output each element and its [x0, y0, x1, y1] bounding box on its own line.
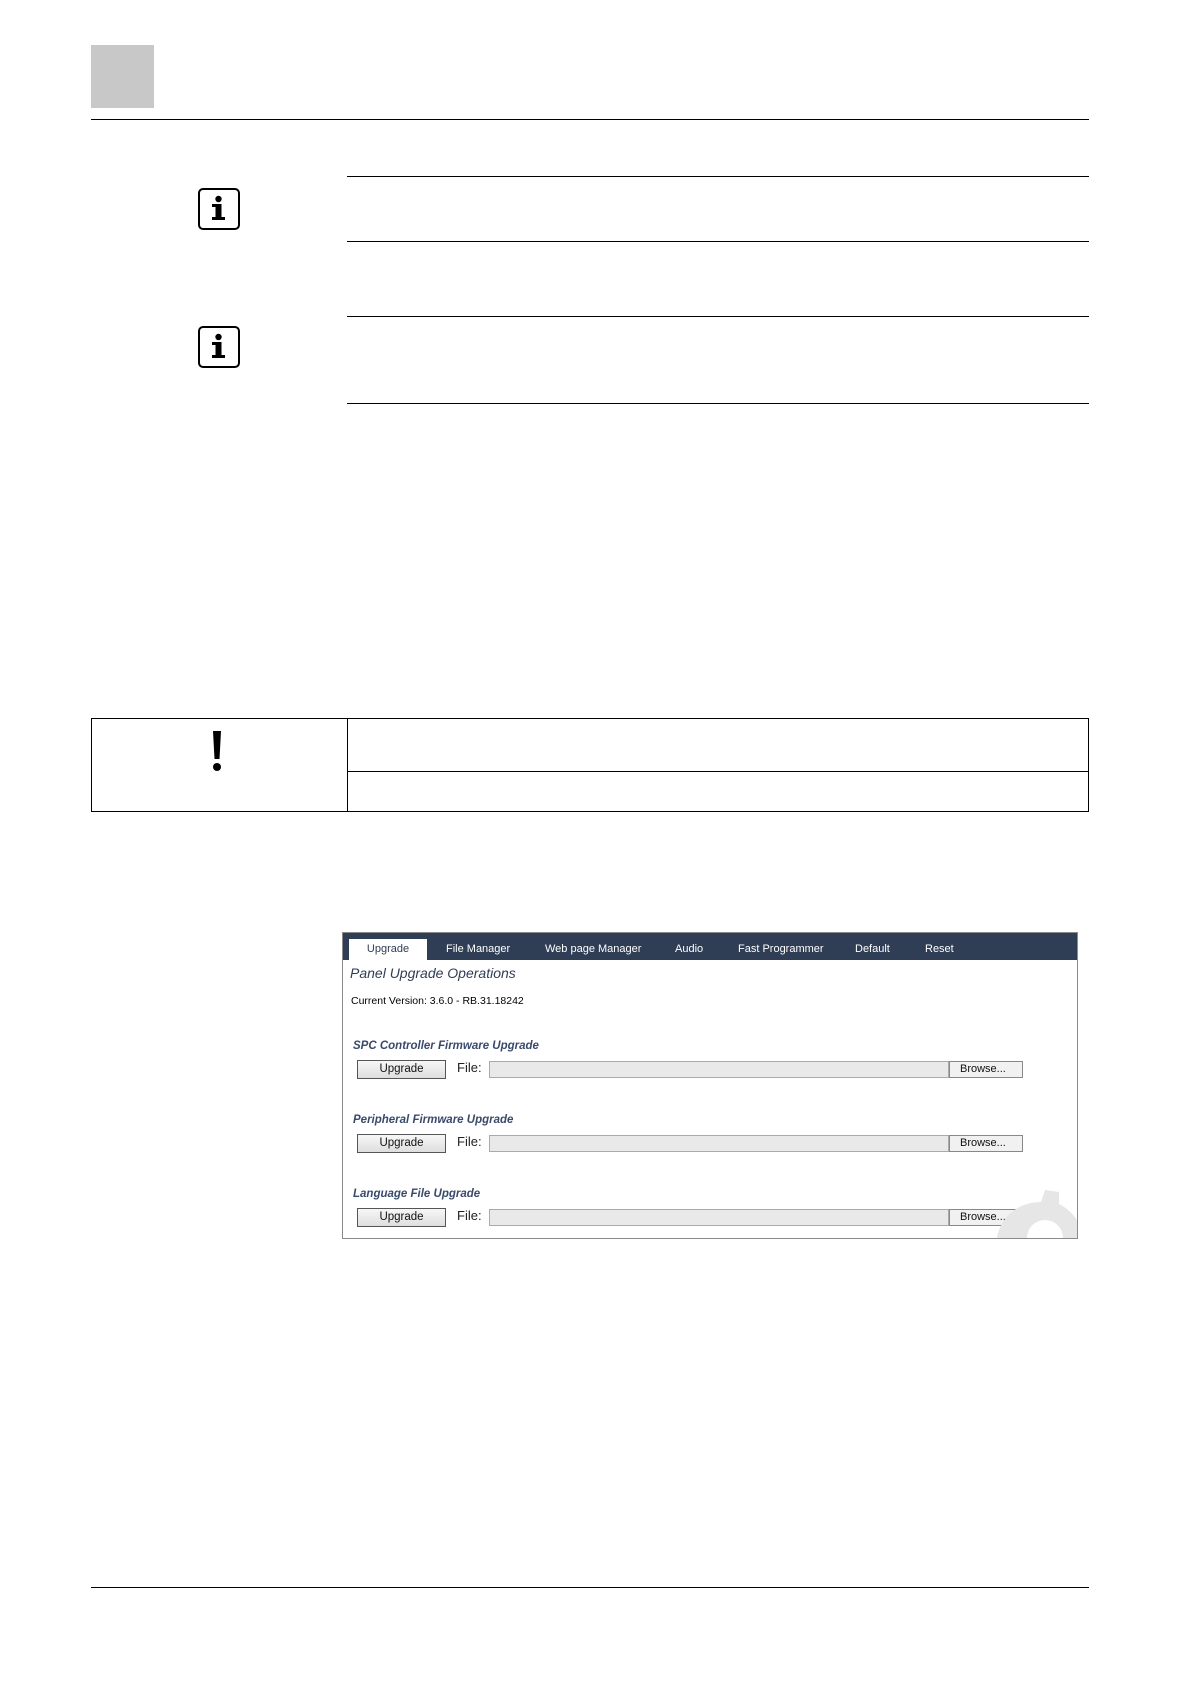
warning-divider-horizontal: [347, 771, 1088, 772]
panel-title: Panel Upgrade Operations: [350, 965, 516, 981]
upgrade-button[interactable]: Upgrade: [357, 1208, 446, 1227]
file-label: File:: [457, 1060, 482, 1075]
chapter-marker: [91, 45, 154, 108]
file-label: File:: [457, 1134, 482, 1149]
tab-upgrade[interactable]: Upgrade: [349, 939, 427, 960]
browse-button[interactable]: Browse...: [949, 1061, 1023, 1078]
gear-watermark-icon: [967, 1186, 1077, 1238]
header-rule: [91, 119, 1089, 120]
tab-audio[interactable]: Audio: [675, 943, 704, 955]
note-1-top-rule: [347, 176, 1089, 177]
current-version: Current Version: 3.6.0 - RB.31.18242: [351, 995, 524, 1007]
file-input[interactable]: [489, 1135, 949, 1152]
file-input[interactable]: [489, 1209, 949, 1226]
warning-table: [91, 718, 1089, 812]
tab-web-page-manager[interactable]: Web page Manager: [545, 943, 642, 955]
info-icon: [198, 188, 240, 230]
tab-file-manager[interactable]: File Manager: [446, 943, 511, 955]
browse-button[interactable]: Browse...: [949, 1209, 1023, 1226]
browse-button[interactable]: Browse...: [949, 1135, 1023, 1152]
exclamation-icon: [211, 731, 223, 773]
section-title-language: Language File Upgrade: [353, 1188, 481, 1200]
upgrade-screenshot: [342, 932, 1078, 1239]
tab-fast-programmer[interactable]: Fast Programmer: [738, 943, 824, 955]
upgrade-button[interactable]: Upgrade: [357, 1060, 446, 1079]
file-label: File:: [457, 1208, 482, 1223]
warning-divider-vertical: [347, 719, 348, 811]
section-title-controller: SPC Controller Firmware Upgrade: [353, 1040, 539, 1052]
tab-default[interactable]: Default: [855, 943, 890, 955]
footer-rule: [91, 1587, 1089, 1588]
note-1-bottom-rule: [347, 241, 1089, 242]
upgrade-button[interactable]: Upgrade: [357, 1134, 446, 1153]
note-2-bottom-rule: [347, 403, 1089, 404]
section-title-peripheral: Peripheral Firmware Upgrade: [353, 1114, 514, 1126]
file-input[interactable]: [489, 1061, 949, 1078]
note-2-top-rule: [347, 316, 1089, 317]
tab-reset[interactable]: Reset: [925, 943, 954, 955]
info-icon: [198, 326, 240, 368]
